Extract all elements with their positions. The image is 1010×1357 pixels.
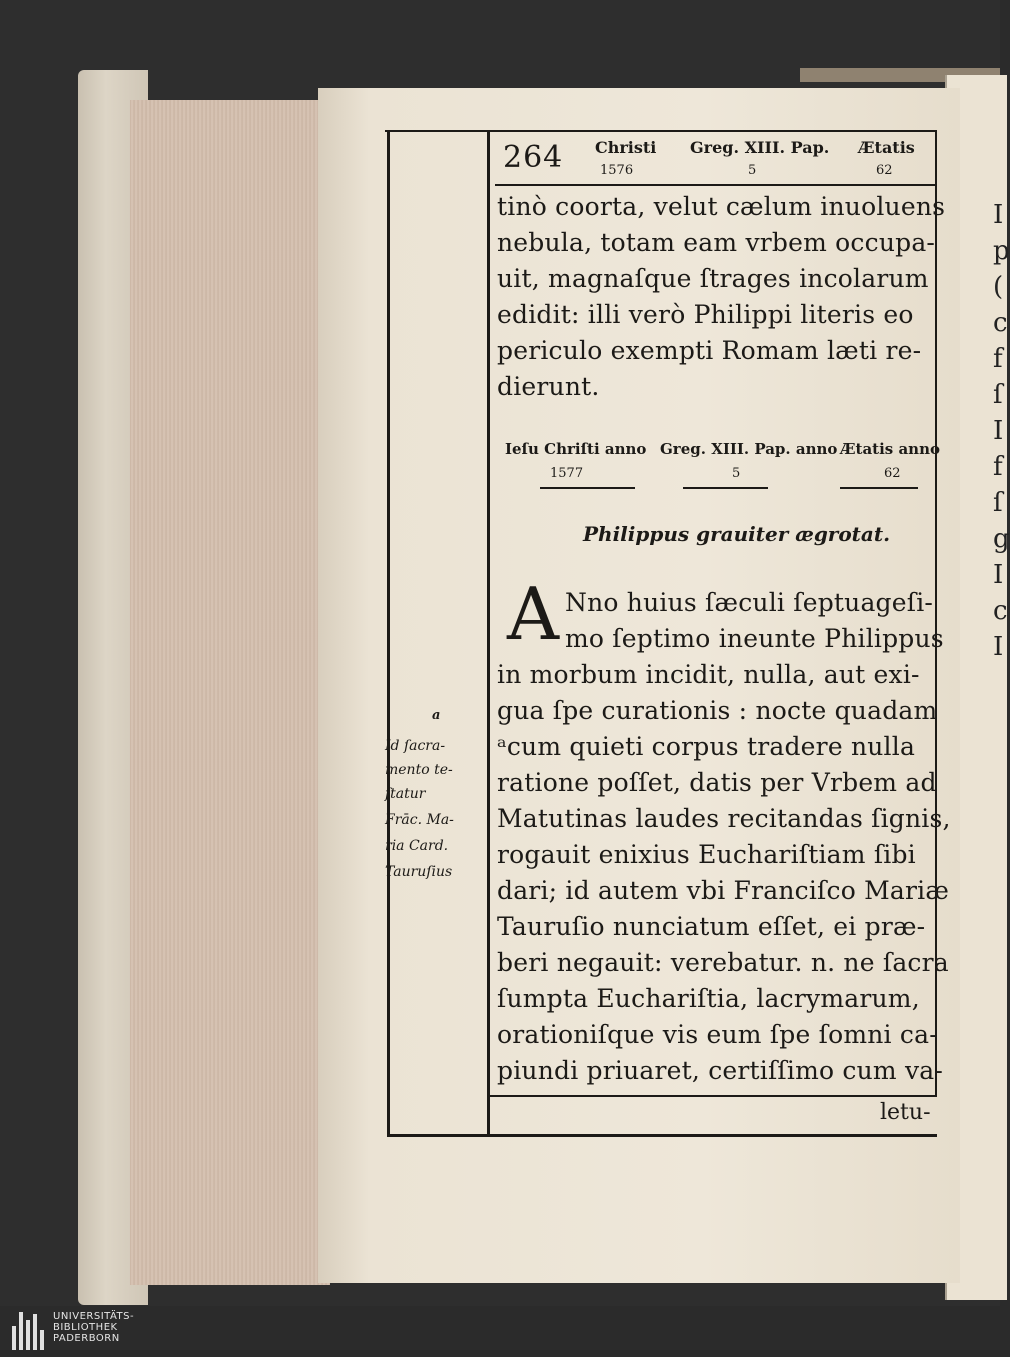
drop-cap: A: [507, 572, 559, 656]
facing-page-letter: ſ: [993, 488, 1003, 518]
facing-page-letter: p: [993, 236, 1010, 266]
year-pope-value: 5: [732, 466, 741, 481]
facing-page-letter: ſ: [993, 380, 1003, 410]
frame-left-rule: [387, 130, 390, 1136]
text-line: ᵃcum quieti corpus tradere nulla: [497, 732, 916, 761]
facing-page-letter: I: [993, 416, 1004, 446]
text-line: gua ſpe curationis : nocte quadam: [497, 696, 938, 725]
text-line: uit, magnaſque ſtrages incolarum: [497, 264, 929, 293]
facing-page-letter: c: [993, 596, 1008, 626]
facing-page-letter: I: [993, 632, 1004, 662]
text-line: mo ſeptimo ineunte Philippus: [565, 624, 944, 653]
frame-top-rule: [385, 130, 937, 132]
header-aetatis-label: Ætatis: [858, 138, 915, 157]
margin-note-line: Frāc. Ma-: [385, 812, 454, 828]
year-underline: [840, 487, 918, 489]
facing-page-letter: g: [993, 524, 1010, 554]
facing-page-letter: (: [993, 272, 1004, 302]
margin-note-line: ria Card.: [385, 838, 449, 854]
text-bottom-rule: [490, 1095, 937, 1097]
facing-page-letter: f: [993, 344, 1003, 374]
text-line: dierunt.: [497, 372, 600, 401]
library-name-line: BIBLIOTHEK: [53, 1322, 118, 1333]
text-line: ſumpta Euchariſtia, lacrymarum,: [497, 984, 920, 1013]
text-line: rogauit enixius Euchariſtiam ſibi: [497, 840, 916, 869]
margin-note-line: mento te-: [385, 762, 453, 778]
column-rule: [487, 130, 490, 1136]
year-underline: [683, 487, 768, 489]
page-stack-edge: [130, 100, 330, 1285]
library-logo-icon: [12, 1312, 46, 1350]
header-bottom-rule: [495, 184, 935, 186]
text-line: beri negauit: verebatur. n. ne ſacra: [497, 948, 949, 977]
text-line: in morbum incidit, nulla, aut exi-: [497, 660, 920, 689]
text-line: ratione poſſet, datis per Vrbem ad: [497, 768, 937, 797]
library-name-line: PADERBORN: [53, 1333, 120, 1344]
margin-note-line: ſtatur: [385, 786, 426, 802]
year-aetatis-label: Ætatis anno: [840, 440, 940, 458]
text-line: Nno huius ſæculi ſeptuageſi-: [565, 588, 934, 617]
margin-note-line: Tauruſius: [385, 864, 453, 880]
margin-note-marker: a: [432, 708, 441, 723]
header-christi-year: 1576: [600, 163, 634, 178]
library-name: [53, 1311, 134, 1344]
text-line: periculo exempti Romam læti re-: [497, 336, 922, 365]
text-line: dari; id autem vbi Franciſco Mariæ: [497, 876, 950, 905]
header-aetatis-year: 62: [876, 163, 893, 178]
frame-bottom-rule: [387, 1134, 937, 1137]
year-christi-value: 1577: [550, 466, 584, 481]
facing-page-letter: c: [993, 308, 1008, 338]
header-christi-label: Christi: [595, 138, 657, 157]
facing-page-letter: I: [993, 200, 1004, 230]
text-line: piundi priuaret, certiſſimo cum va-: [497, 1056, 944, 1085]
catchword: letu-: [880, 1100, 931, 1125]
header-pope-label: Greg. XIII. Pap.: [690, 138, 830, 157]
year-christi-label: Ieſu Chriſti anno: [505, 440, 647, 458]
library-name-line: UNIVERSITÄTS-: [53, 1311, 135, 1322]
facing-page-letter: f: [993, 452, 1003, 482]
page-number: 264: [503, 140, 564, 175]
header-pope-year: 5: [748, 163, 757, 178]
chapter-title: Philippus grauiter ægrotat.: [583, 522, 891, 546]
margin-note-line: Id ſacra-: [385, 738, 446, 754]
year-underline: [540, 487, 635, 489]
text-line: tinò coorta, velut cælum inuoluens: [497, 192, 946, 221]
year-aetatis-value: 62: [884, 466, 901, 481]
text-line: Matutinas laudes recitandas ſignis,: [497, 804, 951, 833]
text-line: Tauruſio nunciatum eſſet, ei præ-: [497, 912, 926, 941]
text-line: edidit: illi verò Philippi literis eo: [497, 300, 914, 329]
year-pope-label: Greg. XIII. Pap. anno: [660, 440, 838, 458]
facing-page-letter: I: [993, 560, 1004, 590]
text-line: nebula, totam eam vrbem occupa-: [497, 228, 936, 257]
text-line: orationiſque vis eum ſpe ſomni ca-: [497, 1020, 938, 1049]
